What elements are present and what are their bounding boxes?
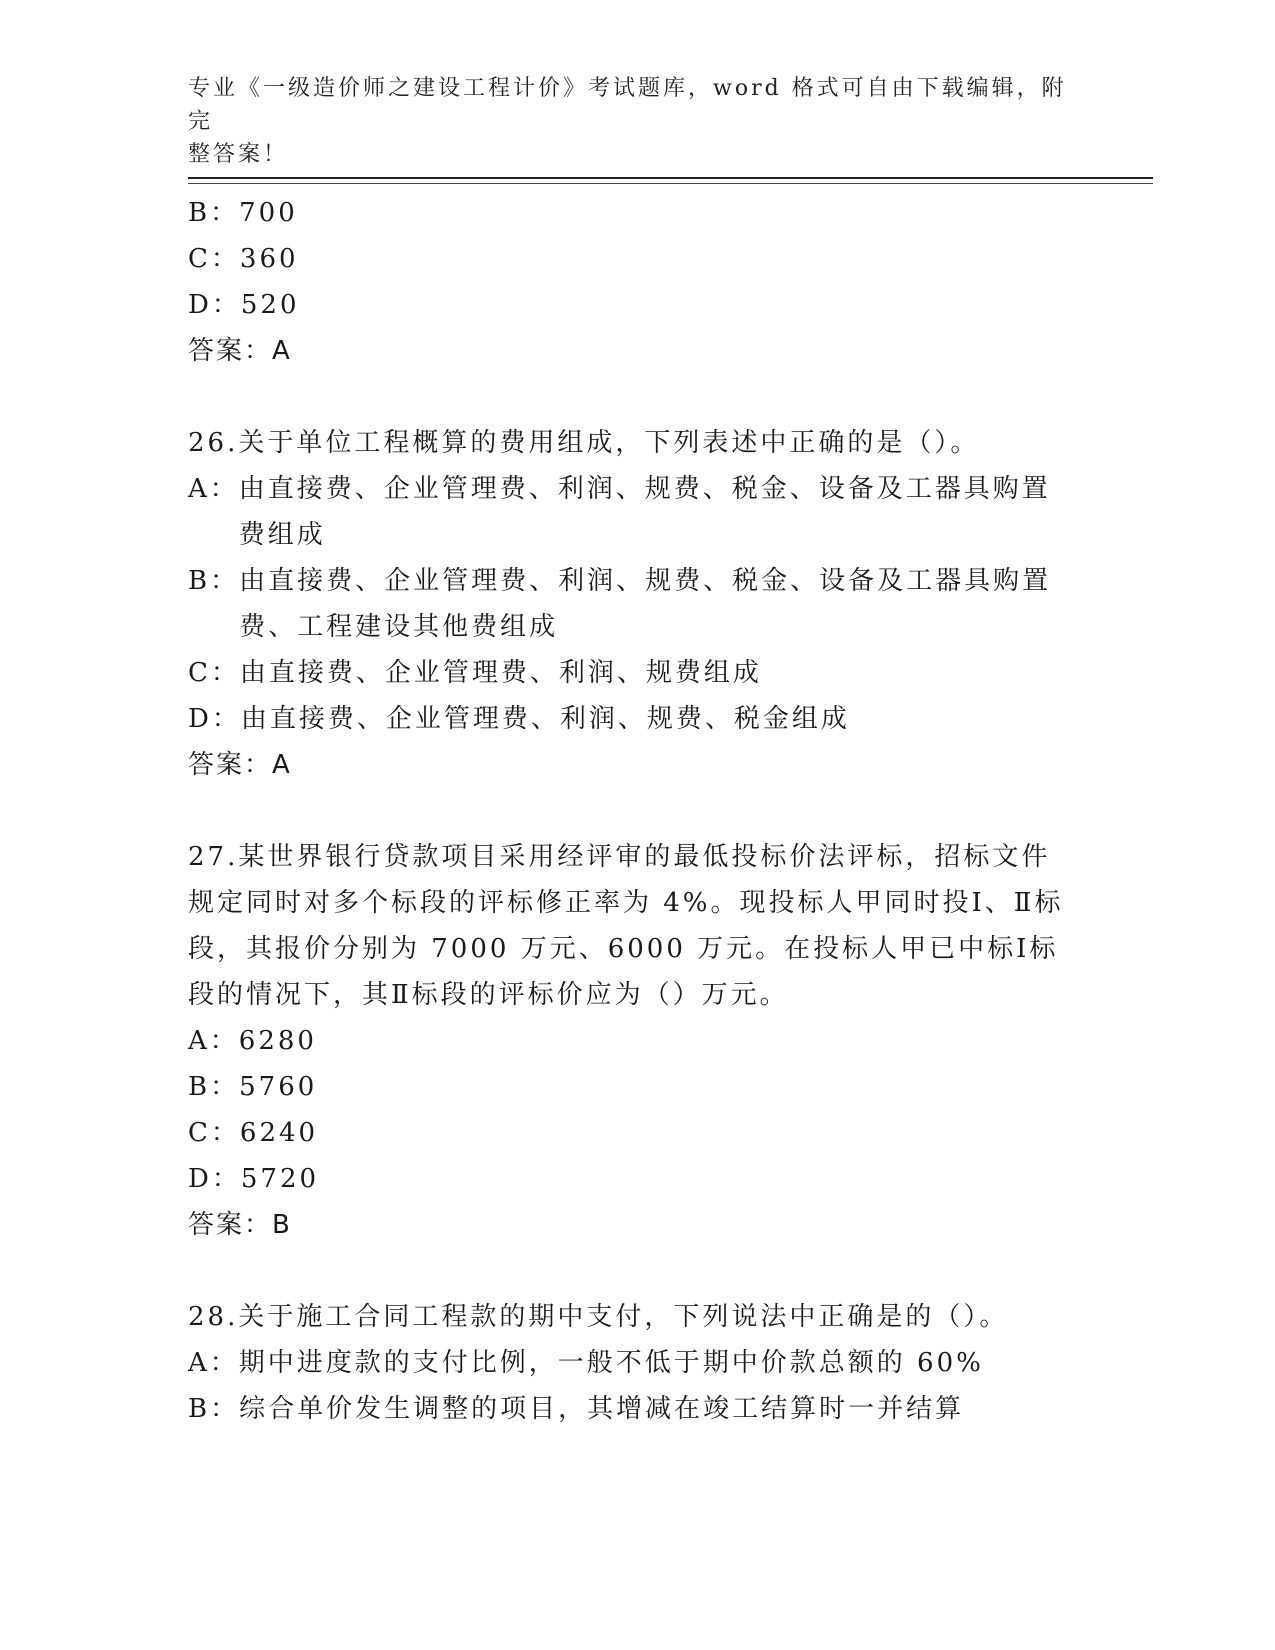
question-25-tail bbox=[188, 190, 1078, 374]
option-b: B： 700 bbox=[188, 198, 298, 228]
option-b: B： 5760 bbox=[188, 1072, 318, 1102]
option-c: C： 6240 bbox=[188, 1118, 319, 1148]
question-26 bbox=[188, 420, 1078, 788]
question-28 bbox=[188, 1294, 1078, 1432]
answer: 答案：B bbox=[188, 1210, 292, 1240]
option-c: C： 360 bbox=[188, 244, 299, 274]
option-a: A： 期中进度款的支付比例，一般不低于期中价款总额的 60% bbox=[188, 1348, 984, 1378]
question-stem: 26.关于单位工程概算的费用组成，下列表述中正确的是（）。 bbox=[188, 428, 980, 458]
option-b: B： 综合单价发生调整的项目，其增减在竣工结算时一并结算 bbox=[188, 1394, 965, 1424]
option-c: C： 由直接费、企业管理费、利润、规费组成 bbox=[188, 658, 762, 688]
document-header bbox=[188, 72, 1068, 171]
option-a: A： 6280 bbox=[188, 1026, 317, 1056]
question-stem: 28.关于施工合同工程款的期中支付，下列说法中正确是的（）。 bbox=[188, 1302, 1009, 1332]
answer: 答案：A bbox=[188, 750, 292, 780]
question-list bbox=[188, 190, 1078, 1478]
header-rule-thick bbox=[188, 177, 1153, 179]
header-line-2: 整答案！ bbox=[188, 142, 289, 167]
option-d: D： 520 bbox=[188, 290, 300, 320]
header-line-1: 专业《一级造价师之建设工程计价》考试题库，word 格式可自由下载编辑，附完 bbox=[188, 76, 1067, 134]
question-27 bbox=[188, 834, 1078, 1248]
option-b: B： 由直接费、企业管理费、利润、规费、税金、设备及工器具购置费、工程建设其他费组成 bbox=[188, 566, 1052, 642]
header-rule-thin bbox=[188, 183, 1153, 184]
option-a: A： 由直接费、企业管理费、利润、规费、税金、设备及工器具购置费组成 bbox=[188, 474, 1051, 550]
option-d: D： 5720 bbox=[188, 1164, 320, 1194]
question-stem: 27.某世界银行贷款项目采用经评审的最低投标价法评标，招标文件规定同时对多个标段的评标修正率为 4%。现投标人甲同时投Ⅰ、Ⅱ标段，其报价分别为 7000 万元、6000 万元。在投标人甲已中标Ⅰ标段的情况下，其Ⅱ标段的评标价应为（）万元。 bbox=[188, 842, 1064, 1010]
option-d: D： 由直接费、企业管理费、利润、规费、税金组成 bbox=[188, 704, 850, 734]
answer: 答案：A bbox=[188, 336, 292, 366]
